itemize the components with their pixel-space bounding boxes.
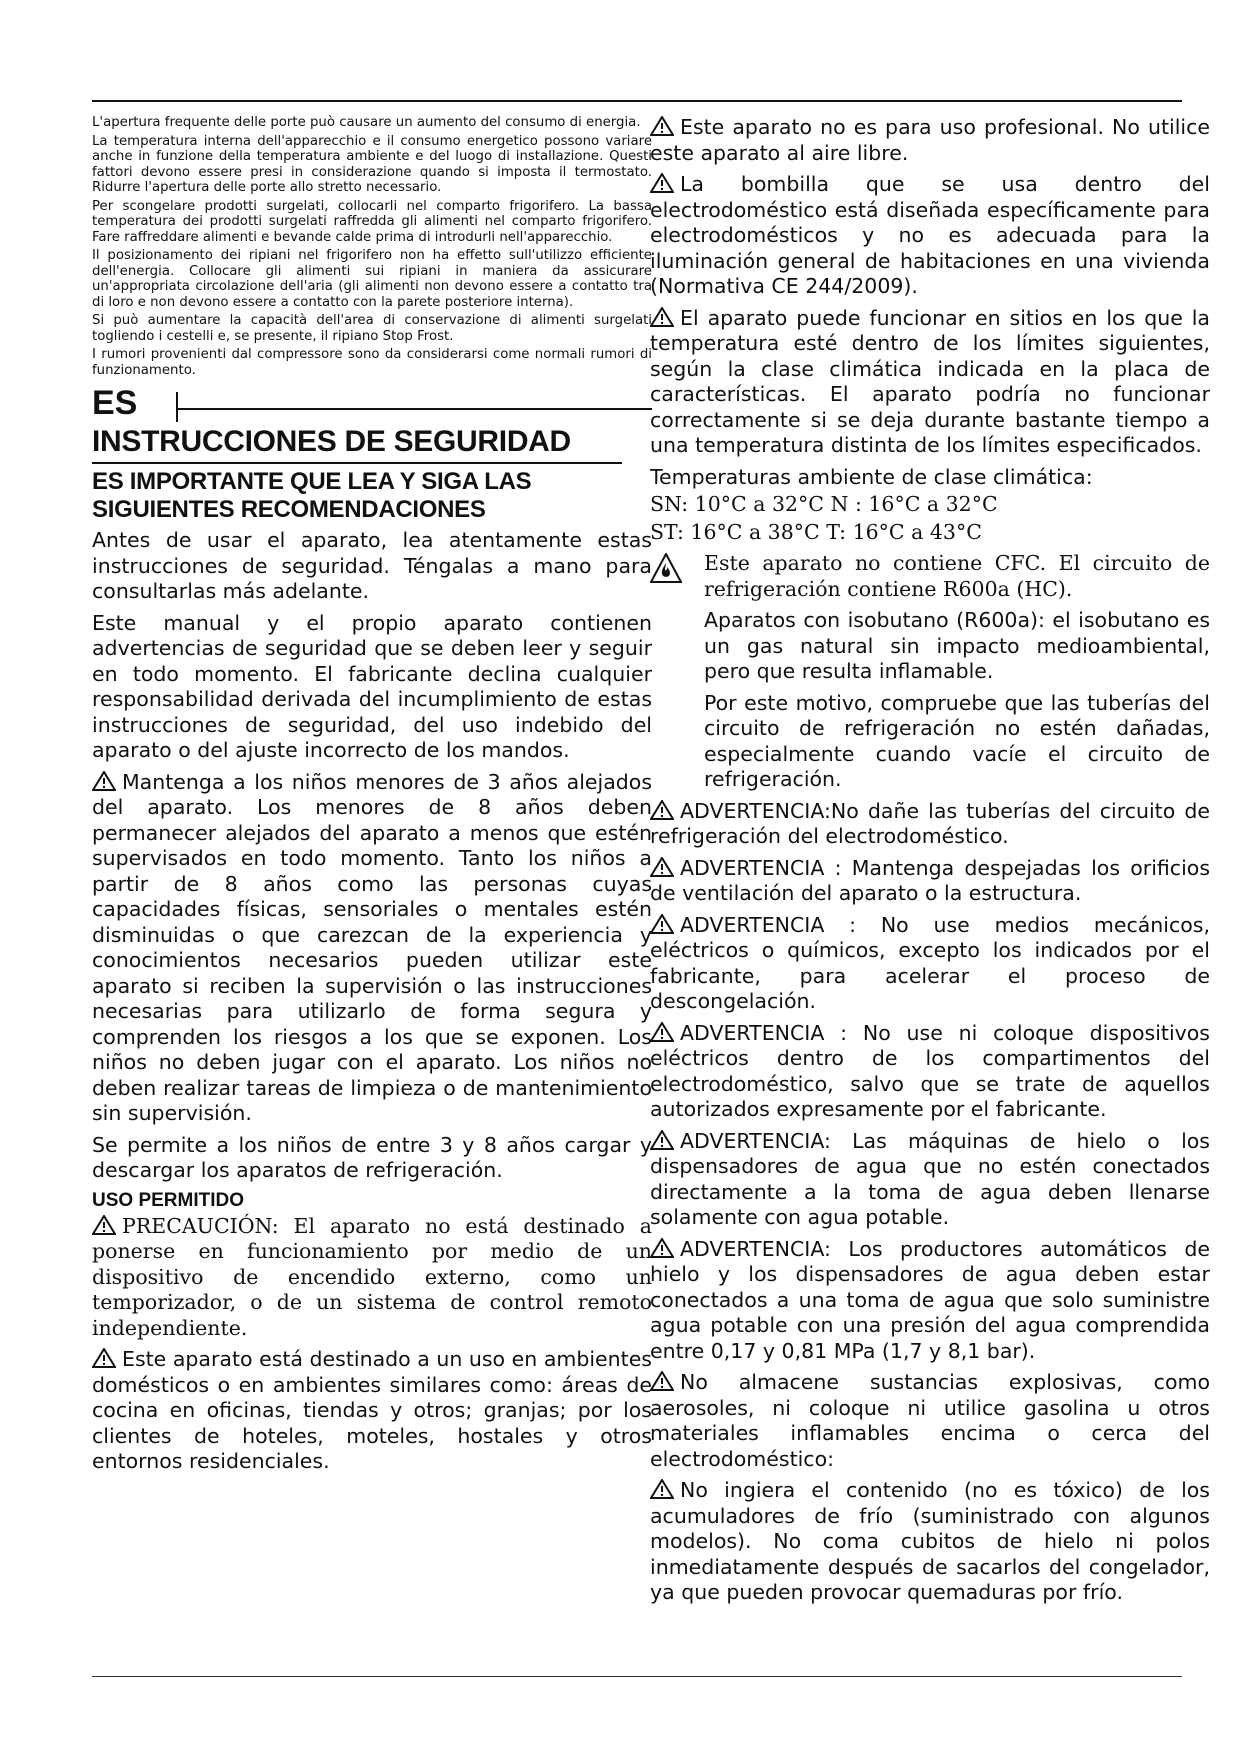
right-column [650, 115, 1210, 1612]
explosives-text: No almacene sustancias explosivas, como aerosoles, ni coloque ni utilice gasolina u otros materiales inflamables encima o cerca del electrodoméstico: [650, 1370, 1210, 1471]
domestic-use-paragraph [92, 1347, 652, 1475]
title-rule [92, 462, 622, 464]
top-rule [92, 100, 1182, 102]
language-rule [176, 408, 652, 410]
page-title: INSTRUCCIONES DE SEGURIDAD [92, 425, 571, 458]
domestic-use-text: Este aparato está destinado a un uso en ambientes domésticos o en ambientes similares como: áreas de cocina en oficinas, tiendas y otros; granjas; por los clientes de hoteles, moteles, hostales y otros entornos residenciales. [92, 1347, 652, 1473]
climate-class-sn-n: SN: 10°C a 32°C N : 16°C a 32°C [650, 492, 998, 516]
warning-water-text: ADVERTENCIA: Los productores automáticos de hielo y los dispensadores de agua deben estar conectados a una toma de agua que solo suministre agua potable con una presión del agua comprendida entre 0,17 y 0,81 MPa (1,7 y 8,1 bar). [650, 1236, 1210, 1363]
bottom-rule [92, 1676, 1182, 1677]
warning-icon [92, 1215, 116, 1235]
italian-paragraph: Si può aumentare la capacità dell'area di conservazione di alimenti surgelati togliendo i cestelli e, se presente, il ripiano Stop Frost. [92, 313, 652, 344]
warning-icon [650, 857, 674, 877]
warning-ice-text: ADVERTENCIA: Las máquinas de hielo o los dispensadores de agua que no estén conectados directamente a la toma de agua deben llenarse solamente con agua potable. [650, 1128, 1210, 1229]
precaution-text: PRECAUCIÓN: El aparato no está destinado a ponerse en funcionamiento por medio de un dispositivo de encendido externo, como un temporizador, o de un sistema de control remoto independiente. [92, 1213, 652, 1340]
warning-devices-text: ADVERTENCIA : No use ni coloque dispositivos eléctricos dentro de los compartimentos del electrodoméstico, salvo que se trate de aquellos autorizados expresamente por el fabricante. [650, 1020, 1210, 1121]
pipes-paragraph: Por este motivo, compruebe que las tuberías del circuito de refrigeración no estén dañadas, especialmente cuando vacíe el circuito de refrigeración. [704, 690, 1210, 791]
climate-text: El aparato puede funcionar en sitios en los que la temperatura esté dentro de los límites siguientes, según la clase climática indicada en la placa de características. El aparato podría no funcionar correctamente si se deja durante bastante tiempo a una temperatura distinta de los límites especificados. [650, 305, 1210, 457]
italian-paragraph: I rumori provenienti dal compressore sono da considerarsi come normali rumori di funzionamento. [92, 347, 652, 378]
warning-icon [650, 116, 674, 136]
warning-icon [650, 1130, 674, 1150]
warning-icon [92, 771, 116, 791]
professional-text: Este aparato no es para uso profesional. No utilice este aparato al aire libre. [650, 115, 1210, 165]
warning-vents-text: ADVERTENCIA : Mantenga despejadas los orificios de ventilación del aparato o la estructura. [650, 855, 1210, 905]
warning-defrost-paragraph [650, 913, 1210, 1015]
refrigerant-block [650, 551, 1210, 793]
language-header [92, 382, 652, 424]
warning-ice-paragraph [650, 1129, 1210, 1231]
warning-icon [650, 914, 674, 934]
intro-paragraph: Antes de usar el aparato, lea atentamente estas instrucciones de seguridad. Téngalas a mano para consultarlas más adelante. [92, 528, 652, 603]
warning-pipes-text: ADVERTENCIA:No dañe las tuberías del circuito de refrigeración del electrodoméstico. [650, 798, 1210, 848]
warning-icon [650, 1371, 674, 1391]
bulb-text: La bombilla que se usa dentro del electrodoméstico está diseñada específicamente para electrodomésticos y no es adecuada para la iluminación general de habitaciones en una vivienda (Normativa CE 244/2009). [650, 172, 1210, 298]
italian-paragraph: La temperatura interna dell'apparecchio e il consumo energetico possono variare anche in funzione della temperatura ambiente e del luogo di installazione. Questi fattori devono essere presi in considerazione quando si imposta il termostato. Ridurre l'apertura delle porte allo stretto necessario. [92, 133, 652, 195]
precaution-paragraph [92, 1214, 652, 1342]
italian-paragraph: Per scongelare prodotti surgelati, collocarli nel comparto frigorifero. La bassa temperatura dei prodotti surgelati raffredda gli alimenti nel comparto frigorifero. Fare raffreddare alimenti e bevande calde prima di introdurli nell'apparecchio. [92, 198, 652, 245]
uso-title: USO PERMITIDO [92, 1189, 245, 1211]
flammable-icon [650, 553, 682, 583]
language-code: ES [92, 384, 138, 422]
warning-icon [650, 1022, 674, 1042]
warning-devices-paragraph [650, 1021, 1210, 1123]
ingest-text: No ingiera el contenido (no es tóxico) de los acumuladores de frío (suministrado con algunos modelos). No coma cubitos de hielo ni polos inmediatamente después de sacarlos del congelador, ya que pueden provocar quemaduras por frío. [650, 1478, 1210, 1604]
left-column [92, 115, 652, 1481]
warning-water-paragraph [650, 1237, 1210, 1365]
italian-paragraph: L'apertura frequente delle porte può causare un aumento del consumo di energia. [92, 115, 641, 130]
left-spanish-body [92, 528, 652, 1475]
refrigerant-paragraph: Este aparato no contiene CFC. El circuito de refrigeración contiene R600a (HC). [704, 551, 1210, 601]
warning-icon [92, 1348, 116, 1368]
language-tick [176, 392, 178, 422]
warning-icon [650, 800, 674, 820]
climate-paragraph [650, 306, 1210, 459]
warning-pipes-paragraph [650, 799, 1210, 850]
italian-section [92, 115, 652, 378]
warning-icon [650, 1238, 674, 1258]
bulb-paragraph [650, 172, 1210, 300]
climate-class-label: Temperaturas ambiente de clase climática: [650, 464, 1093, 489]
warning-icon [650, 307, 674, 327]
explosives-paragraph [650, 1370, 1210, 1472]
professional-paragraph [650, 115, 1210, 166]
warning-icon [650, 1479, 674, 1499]
ingest-paragraph [650, 1478, 1210, 1606]
manual-paragraph: Este manual y el propio aparato contienen advertencias de seguridad que se deben leer y seguir en todo momento. El fabricante declina cualquier responsabilidad derivada del incumplimiento de estas instrucciones de seguridad, del uso indebido del aparato o del ajuste incorrecto de los mandos. [92, 610, 652, 762]
warning-defrost-text: ADVERTENCIA : No use medios mecánicos, eléctricos o químicos, excepto los indicados por el fabricante, para acelerar el proceso de descongelación. [650, 912, 1210, 1013]
section-subtitle: ES IMPORTANTE QUE LEA Y SIGA LAS SIGUIENTES RECOMENDACIONES [92, 468, 532, 523]
warning-icon [650, 173, 674, 193]
loading-paragraph: Se permite a los niños de entre 3 y 8 años cargar y descargar los aparatos de refrigeración. [92, 1132, 652, 1182]
italian-paragraph: Il posizionamento dei ripiani nel frigorifero non ha effetto sull'utilizzo efficiente dell'energia. Collocare gli alimenti sui ripiani in maniera da assicurare un'appropriata circolazione dell'aria (gli alimenti non devono essere a contatto tra di loro e non devono essere a contatto con la parete posteriore interna). [92, 248, 652, 310]
children-paragraph [92, 770, 652, 1127]
children-text: Mantenga a los niños menores de 3 años alejados del aparato. Los menores de 8 años deben permanecer alejados del aparato a menos que estén supervisados en todo momento. Tanto los niños a partir de 8 años como las personas cuyas capacidades físicas, sensoriales o mentales estén disminuidas o que carezcan de la experiencia y conocimientos necesarios pueden utilizar este aparato si reciben la supervisión o las instrucciones necesarias para utilizarlo de forma segura y comprenden los riesgos a los que se exponen. Los niños no deben jugar con el aparato. Los niños no deben realizar tareas de limpieza o de mantenimiento sin supervisión. [92, 769, 652, 1125]
warning-vents-paragraph [650, 856, 1210, 907]
climate-class-st-t: ST: 16°C a 38°C T: 16°C a 43°C [650, 519, 982, 544]
isobutane-paragraph: Aparatos con isobutano (R600a): el isobutano es un gas natural sin impacto medioambiental, pero que resulta inflamable. [704, 608, 1210, 683]
